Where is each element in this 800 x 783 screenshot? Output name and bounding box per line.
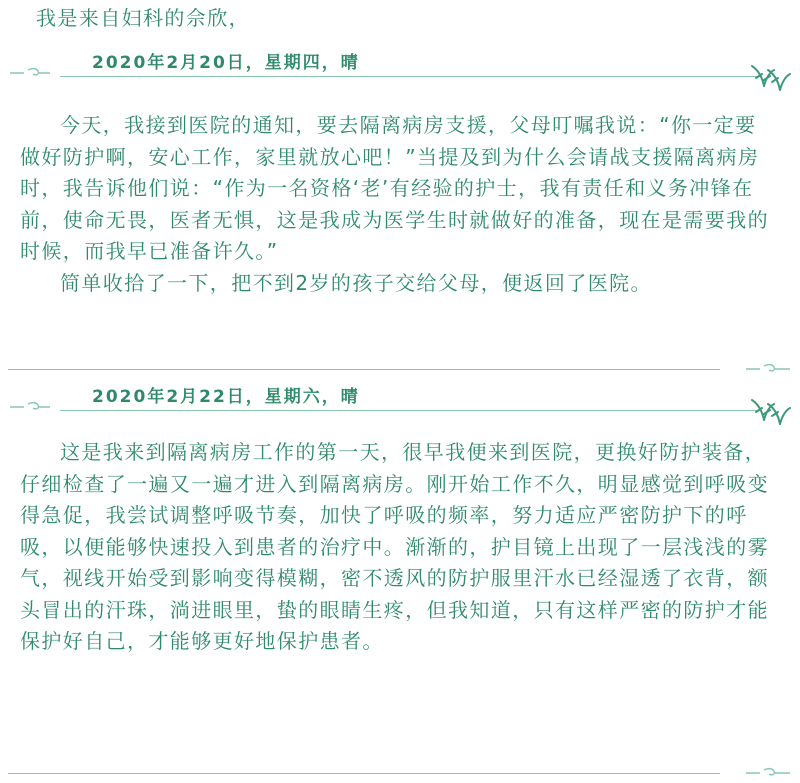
cloud-swirl-icon (8, 400, 52, 414)
cloud-swirl-icon (744, 361, 792, 375)
entry-date-heading: 2020年2月20日，星期四，晴 (92, 53, 360, 73)
section-divider (8, 773, 720, 774)
entry-date-heading: 2020年2月22日，星期六，晴 (92, 387, 360, 407)
entry-paragraph: 简单收拾了一下，把不到2岁的孩子交给父母，便返回了医院。 (60, 270, 652, 295)
intro-line: 我是来自妇科的佘欣， (36, 6, 250, 30)
entry-body (20, 437, 770, 658)
cloud-swirl-icon (744, 765, 792, 779)
entry-paragraph: 今天，我接到医院的通知，要去隔离病房支援，父母叮嘱我说：“你一定要做好防护啊，安心工作，家里就放心吧！”当提及到为什么会请战支援隔离病房时，我告诉他们说：“作为一名资格‘老’有经验的护士，我有责任和义务冲锋在前，使命无畏，医者无惧，这是我成为医学生时就做好的准备，现在是需要我的时候，而我早已准备许久。” (20, 113, 769, 263)
swallow-birds-icon (748, 394, 792, 430)
entry-body (20, 110, 770, 299)
entry-paragraph: 这是我来到隔离病房工作的第一天，很早我便来到医院，更换好防护装备，仔细检查了一遍又一遍才进入到隔离病房。刚开始工作不久，明显感觉到呼吸变得急促，我尝试调整呼吸节奏，加快了呼吸的频率，努力适应严密防护下的呼吸，以便能够快速投入到患者的治疗中。渐渐的，护目镜上出现了一层浅浅的雾气，视线开始受到影响变得模糊，密不透风的防护服里汗水已经湿透了衣背，额头冒出的汗珠，淌进眼里，蛰的眼睛生疼，但我知道，只有这样严密的防护才能保护好自己，才能够更好地保护患者。 (20, 440, 769, 653)
date-rule (60, 410, 760, 411)
date-rule (60, 76, 760, 77)
swallow-birds-icon (748, 60, 792, 96)
section-divider (8, 369, 720, 370)
cloud-swirl-icon (8, 66, 52, 80)
